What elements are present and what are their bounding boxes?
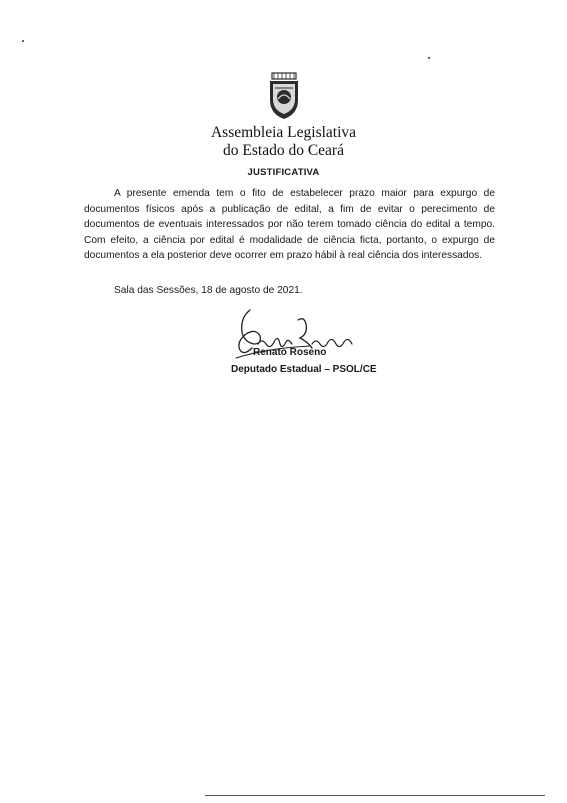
section-heading: JUSTIFICATIVA (247, 167, 320, 178)
signer-role: Deputado Estadual – PSOL/CE (231, 364, 377, 375)
footer-divider (205, 795, 545, 796)
institution-name-line-1: Assembleia Legislativa (210, 124, 357, 141)
scan-speck (428, 57, 430, 59)
institution-name-line-2: do Estado do Ceará (223, 142, 344, 159)
scan-speck (22, 40, 24, 42)
closing-place-date: Sala das Sessões, 18 de agosto de 2021. (114, 285, 303, 296)
justification-paragraph: A presente emenda tem o fito de estabelecer prazo maior para expurgo de documentos físicos após a publicação de edital, a fim de evitar o perecimento de documentos de eventuais interessados por não terem tomado ciência do edital a tempo. Com efeito, a ciência por edital é modalidade de ciência ficta, portanto, o expurgo de documentos a ela posterior deve ocorrer em prazo hábil à real ciência dos interessados. (84, 188, 495, 261)
state-coat-of-arms-icon (263, 72, 305, 120)
signer-name: Renato Roseno (253, 347, 327, 358)
